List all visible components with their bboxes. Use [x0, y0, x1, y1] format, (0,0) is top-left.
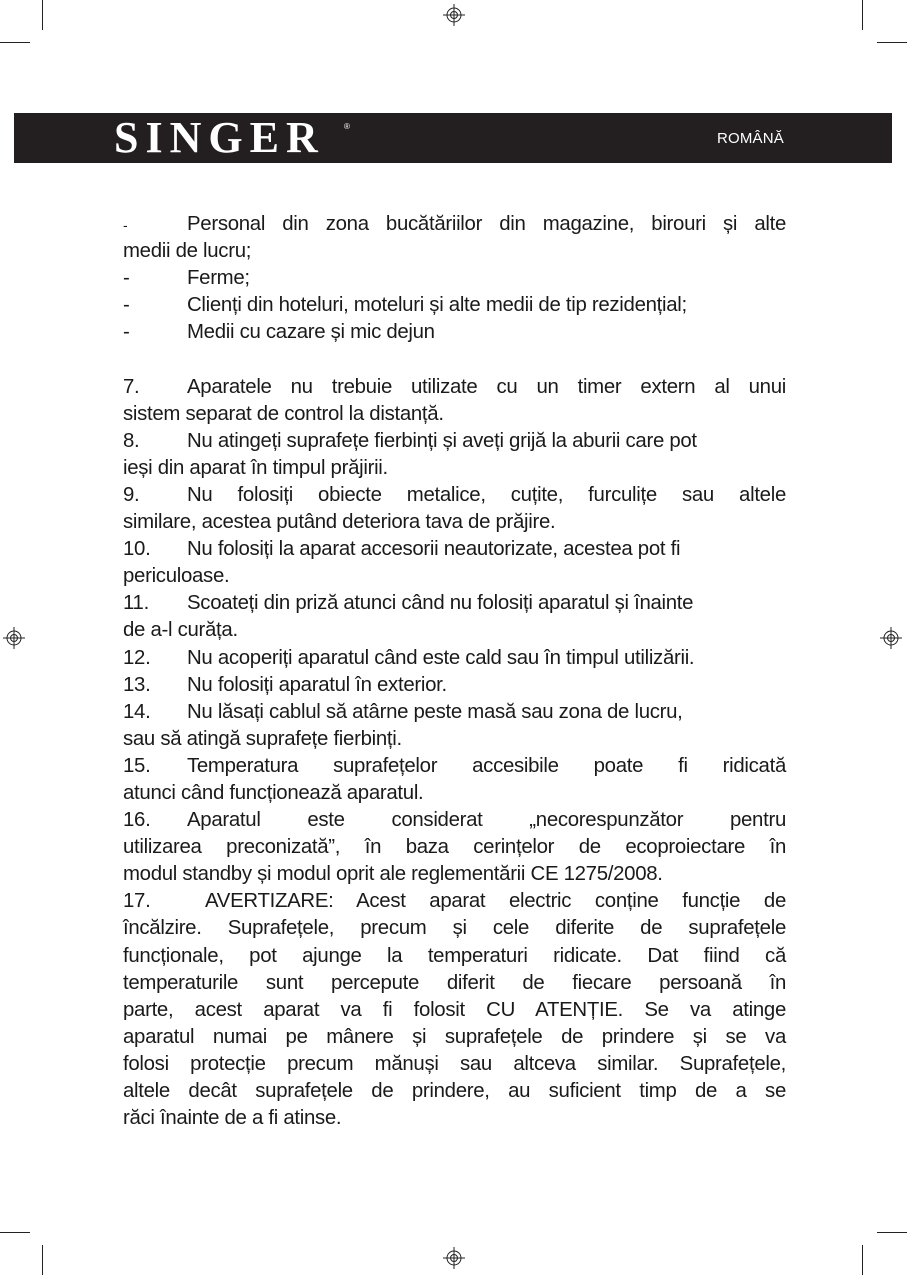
numbered-item-8: 8. Nu atingeți suprafețe fierbinți și aveți grijă la aburii care pot: [123, 429, 697, 452]
numbered-item-continuation: folosi protecție precum mănuși sau altceva similar. Suprafețele,: [123, 1052, 786, 1075]
numbered-item-continuation: ieși din aparat în timpul prăjirii.: [123, 456, 388, 479]
numbered-item-7: 7. Aparatele nu trebuie utilizate cu un timer extern al unui: [123, 375, 786, 398]
list-item: - Medii cu cazare și mic dejun: [123, 321, 435, 344]
numbered-item-continuation: periculoase.: [123, 565, 230, 588]
item-text: Aparatele nu trebuie utilizate cu un timer extern al unui: [187, 375, 786, 398]
numbered-item-continuation: sau să atingă suprafețe fierbinți.: [123, 727, 402, 750]
singer-logo: SINGER: [114, 113, 325, 162]
manual-text: [123, 211, 786, 1132]
crop-mark-bottom-left-v: [42, 1245, 43, 1275]
registered-mark: ®: [344, 122, 350, 131]
registration-mark-icon: [3, 627, 25, 649]
numbered-item-continuation: încălzire. Suprafețele, precum și cele diferite de suprafețele: [123, 917, 786, 940]
registration-mark-icon: [443, 1247, 465, 1269]
numbered-item-12: 12. Nu acoperiți aparatul când este cald sau în timpul utilizării.: [123, 646, 695, 669]
numbered-item-continuation: temperaturile sunt percepute diferit de fiecare persoană în: [123, 971, 786, 994]
crop-mark-bottom-right-v: [862, 1245, 863, 1275]
numbered-item-continuation: modul standby și modul oprit ale reglementării CE 1275/2008.: [123, 863, 663, 886]
crop-mark-top-right-h: [877, 42, 907, 43]
numbered-item-continuation: aparatul numai pe mânere și suprafețele de prindere și se va: [123, 1025, 786, 1048]
numbered-item-11: 11. Scoateți din priză atunci când nu folosiți aparatul și înainte: [123, 592, 694, 615]
item-text: AVERTIZARE: Acest aparat electric conține funcție de: [205, 890, 786, 913]
list-item-continuation: medii de lucru;: [123, 240, 252, 263]
numbered-item-continuation: funcționale, pot ajunge la temperaturi ridicate. Dat fiind că: [123, 944, 786, 967]
numbered-item-continuation: sistem separat de control la distanță.: [123, 402, 444, 425]
numbered-item-16: 16. Aparatul este considerat „necorespunzător pentru: [123, 809, 786, 832]
numbered-item-9: 9. Nu folosiți obiecte metalice, cuțite, furculițe sau altele: [123, 483, 786, 506]
numbered-item-continuation: răci înainte de a fi atinse.: [123, 1107, 342, 1130]
registration-mark-icon: [443, 4, 465, 26]
numbered-item-continuation: similare, acestea putând deteriora tava de prăjire.: [123, 511, 556, 534]
numbered-item-continuation: utilizarea preconizată”, în baza cerințelor de ecoproiectare în: [123, 836, 786, 859]
crop-mark-top-right-v: [862, 0, 863, 30]
numbered-item-continuation: parte, acest aparat va fi folosit CU ATENȚIE. Se va atinge: [123, 998, 786, 1021]
item-text: Temperatura suprafețelor accesibile poate fi ridicată: [187, 754, 786, 777]
list-item: - Ferme;: [123, 267, 250, 290]
list-item: - Clienți din hoteluri, moteluri și alte medii de tip rezidențial;: [123, 294, 687, 317]
numbered-item-continuation: de a-l curăța.: [123, 619, 238, 642]
numbered-item-13: 13. Nu folosiți aparatul în exterior.: [123, 673, 447, 696]
crop-mark-top-left-v: [42, 0, 43, 30]
numbered-item-continuation: altele decât suprafețele de prindere, au suficient timp de a se: [123, 1080, 786, 1102]
list-item: - Personal din zona bucătăriilor din magazine, birouri și alte: [123, 213, 786, 235]
numbered-item-15: 15. Temperatura suprafețelor accesibile poate fi ridicată: [123, 754, 786, 777]
numbered-item-continuation: atunci când funcționează aparatul.: [123, 781, 424, 804]
numbered-item-10: 10. Nu folosiți la aparat accesorii neautorizate, acestea pot fi: [123, 538, 681, 561]
numbered-item-14: 14. Nu lăsați cablul să atârne peste masă sau zona de lucru,: [123, 700, 683, 723]
registration-mark-icon: [880, 627, 902, 649]
item-text: Nu folosiți obiecte metalice, cuțite, furculițe sau altele: [187, 483, 786, 506]
header-band: [14, 113, 892, 163]
crop-mark-top-left-h: [0, 42, 30, 43]
numbered-item-17: 17. AVERTIZARE: Acest aparat electric conține funcție de: [123, 890, 786, 913]
crop-mark-bottom-left-h: [0, 1232, 30, 1233]
item-text: Aparatul este considerat „necorespunzător pentru: [187, 809, 786, 832]
language-label: ROMÂNĂ: [716, 130, 784, 147]
crop-mark-bottom-right-h: [877, 1232, 907, 1233]
